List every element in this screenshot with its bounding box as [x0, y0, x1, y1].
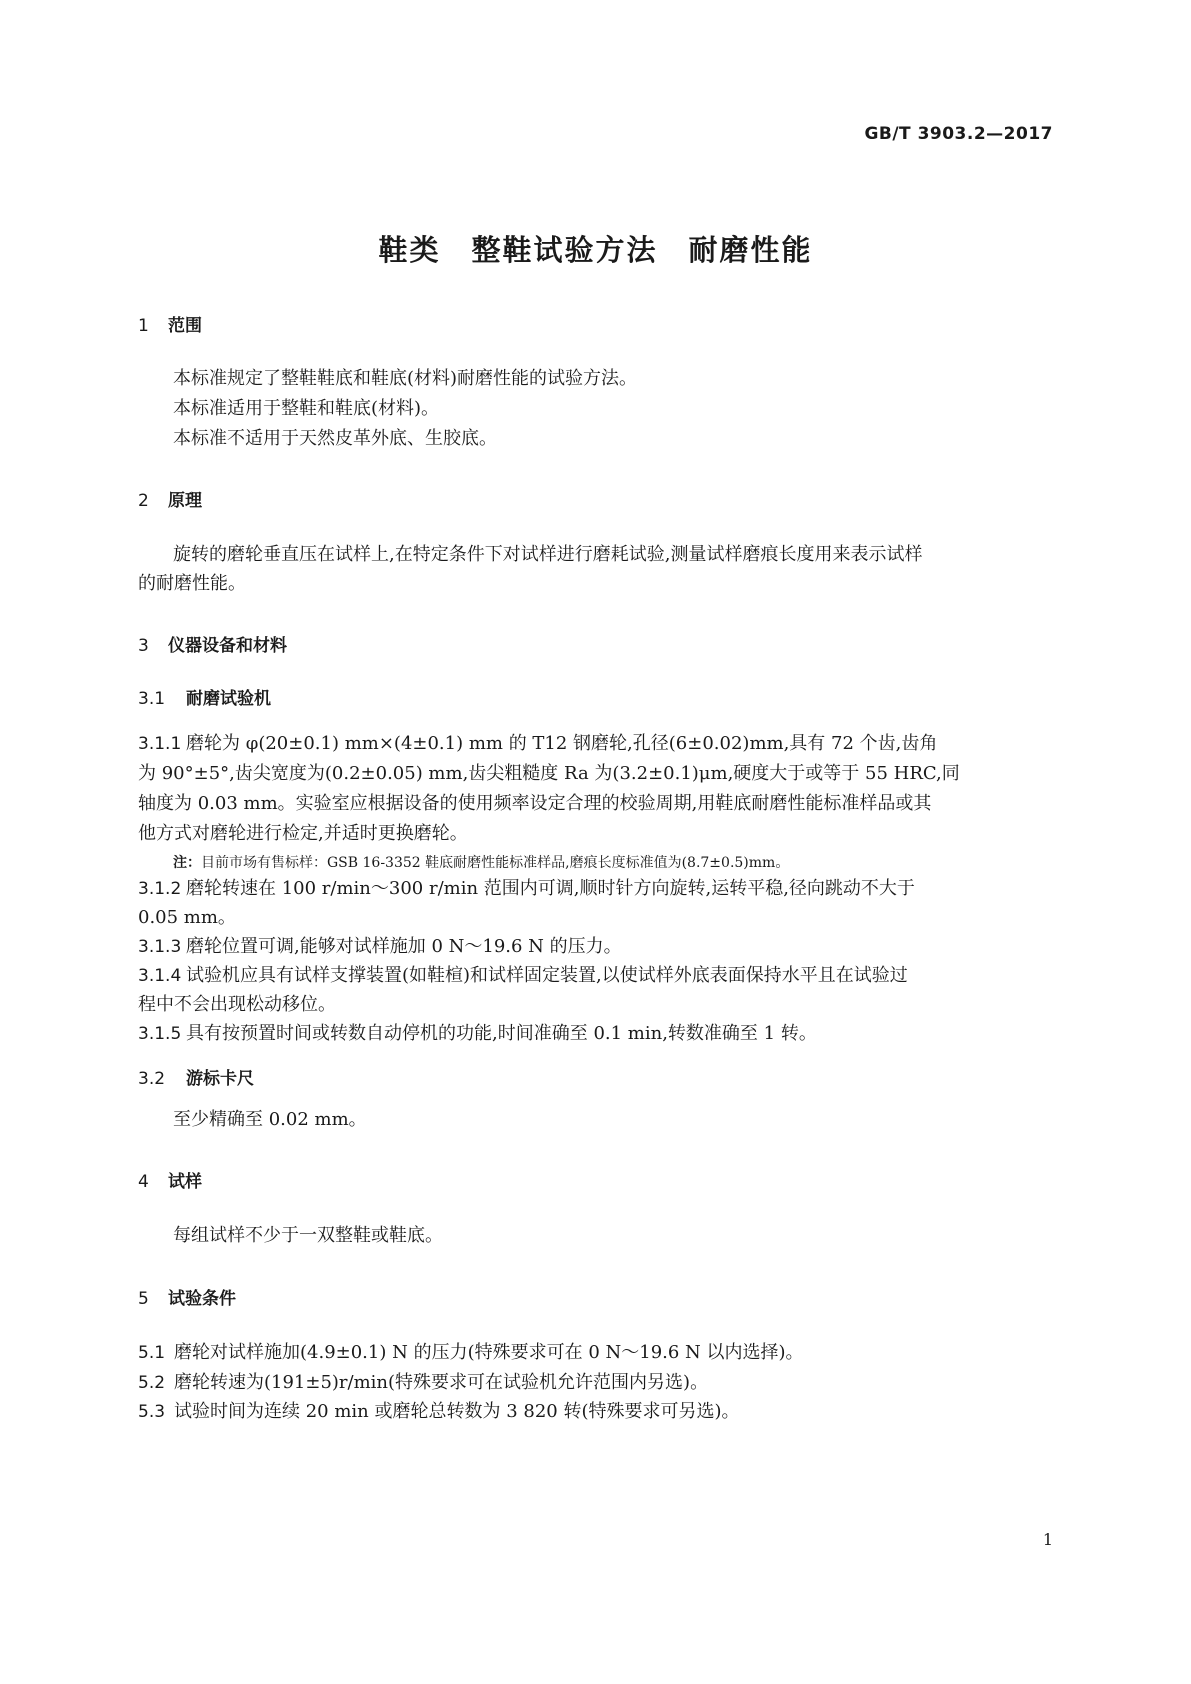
section-4-text: 每组试样不少于一双整鞋或鞋底。	[173, 1225, 443, 1246]
clause-3-1-4-line-2: 程中不会出现松动移位。	[138, 994, 336, 1015]
section-3-2-text: 至少精确至 0.02 mm。	[173, 1109, 367, 1130]
clause-3-1-5	[138, 1017, 817, 1051]
clause-number: 3.1.2	[138, 879, 182, 899]
clause-number: 5.2	[138, 1373, 166, 1393]
section-title: 仪器设备和材料	[168, 636, 287, 656]
clause-text: 试验时间为连续 20 min 或磨轮总转数为 3 820 转(特殊要求可另选)。	[174, 1401, 740, 1422]
section-1-paragraph-1: 本标准规定了整鞋鞋底和鞋底(材料)耐磨性能的试验方法。	[173, 368, 638, 389]
section-3-heading	[138, 631, 287, 656]
clause-text: 磨轮对试样施加(4.9±0.1) N 的压力(特殊要求可在 0 N～19.6 N 以内选择)。	[174, 1342, 804, 1363]
section-1-paragraph-2: 本标准适用于整鞋和鞋底(材料)。	[173, 398, 440, 419]
section-2-line-1: 旋转的磨轮垂直压在试样上,在特定条件下对试样进行磨耗试验,测量试样磨痕长度用来表示试样	[173, 544, 923, 565]
section-5-heading	[138, 1284, 236, 1309]
clause-number: 3.1.4	[138, 966, 182, 986]
section-title: 试验条件	[168, 1289, 236, 1309]
clause-3-1-2-line-1	[138, 872, 915, 906]
section-title: 试样	[168, 1172, 202, 1192]
clause-number: 3.1.3	[138, 937, 182, 957]
note	[173, 852, 789, 872]
clause-text: 磨轮位置可调,能够对试样施加 0 N～19.6 N 的压力。	[186, 936, 622, 957]
section-2-heading	[138, 486, 202, 511]
clause-3-1-1-line-1	[138, 727, 937, 761]
clause-text: 试验机应具有试样支撑装置(如鞋楦)和试样固定装置,以使试样外底表面保持水平且在试验过	[186, 965, 908, 986]
section-number: 5	[138, 1289, 149, 1309]
section-3-2-heading	[138, 1064, 254, 1089]
clause-number: 3.1.5	[138, 1024, 182, 1044]
clause-3-1-1-line-2: 为 90°±5°,齿尖宽度为(0.2±0.05) mm,齿尖粗糙度 Ra 为(3.2±0.1)μm,硬度大于或等于 55 HRC,同	[138, 763, 960, 784]
note-text: 目前市场有售标样：GSB 16-3352 鞋底耐磨性能标准样品,磨痕长度标准值为(8.7±0.5)mm。	[201, 855, 790, 871]
clause-5-1	[138, 1336, 804, 1370]
section-title: 范围	[168, 316, 202, 336]
clause-text: 磨轮转速为(191±5)r/min(特殊要求可在试验机允许范围内另选)。	[174, 1372, 709, 1393]
clause-3-1-1-line-4: 他方式对磨轮进行检定,并适时更换磨轮。	[138, 823, 468, 844]
clause-text: 磨轮为 φ(20±0.1) mm×(4±0.1) mm 的 T12 钢磨轮,孔径(6±0.02)mm,具有 72 个齿,齿角	[186, 733, 938, 754]
clause-5-3	[138, 1395, 740, 1429]
section-title: 耐磨试验机	[186, 689, 271, 709]
section-number: 2	[138, 491, 149, 511]
section-number: 1	[138, 316, 149, 336]
clause-number: 5.1	[138, 1343, 166, 1363]
page-number: 1	[1042, 1530, 1053, 1549]
clause-3-1-2-line-2: 0.05 mm。	[138, 907, 236, 928]
section-number: 4	[138, 1172, 149, 1192]
section-4-heading	[138, 1167, 202, 1192]
section-number: 3.2	[138, 1069, 166, 1089]
section-number: 3	[138, 636, 149, 656]
section-number: 3.1	[138, 689, 166, 709]
note-label: 注：	[173, 855, 201, 871]
clause-number: 5.3	[138, 1402, 166, 1422]
section-1-heading	[138, 311, 202, 336]
clause-3-1-1-line-3: 轴度为 0.03 mm。实验室应根据设备的使用频率设定合理的校验周期,用鞋底耐磨性能标准样品或其	[138, 793, 932, 814]
section-3-1-heading	[138, 684, 271, 709]
section-2-line-2: 的耐磨性能。	[138, 573, 246, 594]
document-title: 鞋类 整鞋试验方法 耐磨性能	[378, 233, 813, 267]
clause-text: 磨轮转速在 100 r/min～300 r/min 范围内可调,顺时针方向旋转,运转平稳,径向跳动不大于	[186, 878, 915, 899]
section-1-paragraph-3: 本标准不适用于天然皮革外底、生胶底。	[173, 428, 497, 449]
standard-code: GB/T 3903.2—2017	[864, 124, 1053, 144]
clause-number: 3.1.1	[138, 734, 182, 754]
section-title: 游标卡尺	[186, 1069, 254, 1089]
section-title: 原理	[168, 491, 202, 511]
clause-text: 具有按预置时间或转数自动停机的功能,时间准确至 0.1 min,转数准确至 1 转。	[186, 1023, 817, 1044]
